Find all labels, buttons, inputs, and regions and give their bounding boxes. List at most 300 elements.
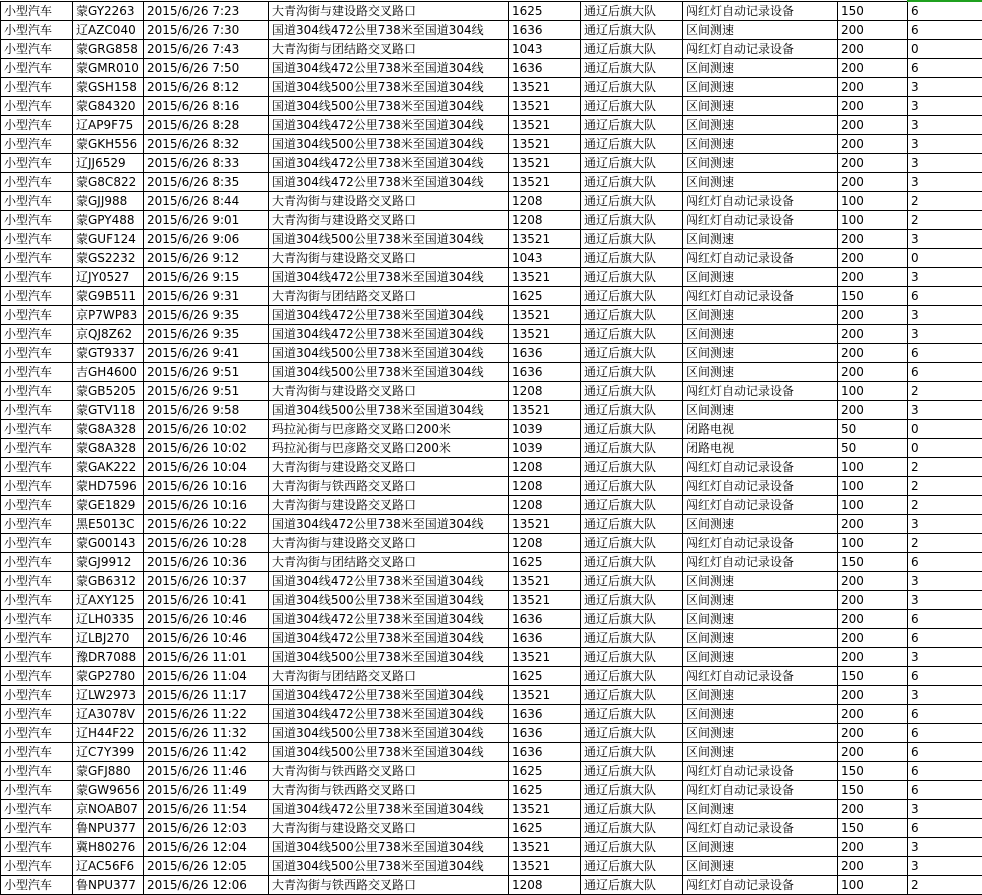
plate-number-cell[interactable]: 蒙GMR010 [73, 59, 144, 78]
plate-number-cell[interactable]: 蒙GB6312 [73, 572, 144, 591]
collecting-unit-cell[interactable]: 通辽后旗大队 [581, 1, 683, 21]
collecting-unit-cell[interactable]: 通辽后旗大队 [581, 325, 683, 344]
vehicle-type-cell[interactable]: 小型汽车 [1, 78, 73, 97]
plate-number-cell[interactable]: 京QJ8Z62 [73, 325, 144, 344]
vehicle-type-cell[interactable]: 小型汽车 [1, 629, 73, 648]
fine-amount-cell[interactable]: 100 [838, 211, 908, 230]
violation-time-cell[interactable]: 2015/6/26 10:46 [144, 629, 269, 648]
collecting-unit-cell[interactable]: 通辽后旗大队 [581, 268, 683, 287]
vehicle-type-cell[interactable]: 小型汽车 [1, 211, 73, 230]
penalty-points-cell[interactable]: 3 [908, 591, 982, 610]
violation-time-cell[interactable]: 2015/6/26 10:28 [144, 534, 269, 553]
device-type-cell[interactable]: 区间测速 [683, 154, 838, 173]
vehicle-type-cell[interactable]: 小型汽车 [1, 59, 73, 78]
penalty-points-cell[interactable]: 3 [908, 135, 982, 154]
plate-number-cell[interactable]: 黑E5013C [73, 515, 144, 534]
violation-time-cell[interactable]: 2015/6/26 9:41 [144, 344, 269, 363]
fine-amount-cell[interactable]: 50 [838, 420, 908, 439]
violation-time-cell[interactable]: 2015/6/26 9:01 [144, 211, 269, 230]
violation-time-cell[interactable]: 2015/6/26 10:16 [144, 477, 269, 496]
collecting-unit-cell[interactable]: 通辽后旗大队 [581, 686, 683, 705]
plate-number-cell[interactable]: 冀H80276 [73, 838, 144, 857]
fine-amount-cell[interactable]: 200 [838, 135, 908, 154]
collecting-unit-cell[interactable]: 通辽后旗大队 [581, 629, 683, 648]
vehicle-type-cell[interactable]: 小型汽车 [1, 21, 73, 40]
device-type-cell[interactable]: 闭路电视 [683, 439, 838, 458]
penalty-points-cell[interactable]: 6 [908, 705, 982, 724]
location-cell[interactable]: 国道304线500公里738米至国道304线 [269, 401, 509, 420]
violation-time-cell[interactable]: 2015/6/26 10:37 [144, 572, 269, 591]
penalty-points-cell[interactable]: 6 [908, 724, 982, 743]
device-type-cell[interactable]: 闯红灯自动记录设备 [683, 211, 838, 230]
plate-number-cell[interactable]: 蒙G8A328 [73, 439, 144, 458]
penalty-points-cell[interactable]: 2 [908, 382, 982, 401]
plate-number-cell[interactable]: 蒙GSH158 [73, 78, 144, 97]
location-cell[interactable]: 国道304线472公里738米至国道304线 [269, 173, 509, 192]
violation-time-cell[interactable]: 2015/6/26 8:28 [144, 116, 269, 135]
device-type-cell[interactable]: 区间测速 [683, 268, 838, 287]
plate-number-cell[interactable]: 豫DR7088 [73, 648, 144, 667]
collecting-unit-cell[interactable]: 通辽后旗大队 [581, 705, 683, 724]
violation-time-cell[interactable]: 2015/6/26 9:31 [144, 287, 269, 306]
violation-time-cell[interactable]: 2015/6/26 9:58 [144, 401, 269, 420]
location-cell[interactable]: 大青沟街与铁西路交叉路口 [269, 477, 509, 496]
vehicle-type-cell[interactable]: 小型汽车 [1, 857, 73, 876]
violation-time-cell[interactable]: 2015/6/26 10:36 [144, 553, 269, 572]
fine-amount-cell[interactable]: 100 [838, 382, 908, 401]
violation-code-cell[interactable]: 1039 [509, 439, 581, 458]
violation-time-cell[interactable]: 2015/6/26 10:02 [144, 420, 269, 439]
vehicle-type-cell[interactable]: 小型汽车 [1, 135, 73, 154]
vehicle-type-cell[interactable]: 小型汽车 [1, 496, 73, 515]
collecting-unit-cell[interactable]: 通辽后旗大队 [581, 534, 683, 553]
location-cell[interactable]: 国道304线500公里738米至国道304线 [269, 743, 509, 762]
plate-number-cell[interactable]: 蒙GRG858 [73, 40, 144, 59]
collecting-unit-cell[interactable]: 通辽后旗大队 [581, 743, 683, 762]
plate-number-cell[interactable]: 辽C7Y399 [73, 743, 144, 762]
collecting-unit-cell[interactable]: 通辽后旗大队 [581, 401, 683, 420]
vehicle-type-cell[interactable]: 小型汽车 [1, 287, 73, 306]
location-cell[interactable]: 国道304线500公里738米至国道304线 [269, 838, 509, 857]
collecting-unit-cell[interactable]: 通辽后旗大队 [581, 135, 683, 154]
location-cell[interactable]: 国道304线472公里738米至国道304线 [269, 268, 509, 287]
device-type-cell[interactable]: 区间测速 [683, 230, 838, 249]
fine-amount-cell[interactable]: 150 [838, 1, 908, 21]
location-cell[interactable]: 大青沟街与建设路交叉路口 [269, 249, 509, 268]
device-type-cell[interactable]: 区间测速 [683, 344, 838, 363]
violation-time-cell[interactable]: 2015/6/26 10:16 [144, 496, 269, 515]
violation-time-cell[interactable]: 2015/6/26 7:50 [144, 59, 269, 78]
violation-code-cell[interactable]: 1636 [509, 610, 581, 629]
plate-number-cell[interactable]: 辽LBJ270 [73, 629, 144, 648]
violation-code-cell[interactable]: 1636 [509, 344, 581, 363]
violation-time-cell[interactable]: 2015/6/26 9:12 [144, 249, 269, 268]
location-cell[interactable]: 大青沟街与建设路交叉路口 [269, 192, 509, 211]
location-cell[interactable]: 国道304线500公里738米至国道304线 [269, 857, 509, 876]
fine-amount-cell[interactable]: 200 [838, 173, 908, 192]
penalty-points-cell[interactable]: 3 [908, 857, 982, 876]
device-type-cell[interactable]: 区间测速 [683, 838, 838, 857]
location-cell[interactable]: 大青沟街与团结路交叉路口 [269, 287, 509, 306]
violation-time-cell[interactable]: 2015/6/26 11:01 [144, 648, 269, 667]
violation-code-cell[interactable]: 1636 [509, 59, 581, 78]
device-type-cell[interactable]: 闯红灯自动记录设备 [683, 876, 838, 895]
device-type-cell[interactable]: 区间测速 [683, 59, 838, 78]
plate-number-cell[interactable]: 蒙GFJ880 [73, 762, 144, 781]
violation-code-cell[interactable]: 1636 [509, 705, 581, 724]
device-type-cell[interactable]: 区间测速 [683, 401, 838, 420]
collecting-unit-cell[interactable]: 通辽后旗大队 [581, 496, 683, 515]
location-cell[interactable]: 大青沟街与建设路交叉路口 [269, 819, 509, 838]
location-cell[interactable]: 国道304线500公里738米至国道304线 [269, 363, 509, 382]
collecting-unit-cell[interactable]: 通辽后旗大队 [581, 610, 683, 629]
collecting-unit-cell[interactable]: 通辽后旗大队 [581, 173, 683, 192]
device-type-cell[interactable]: 闯红灯自动记录设备 [683, 458, 838, 477]
device-type-cell[interactable]: 闯红灯自动记录设备 [683, 192, 838, 211]
device-type-cell[interactable]: 区间测速 [683, 724, 838, 743]
plate-number-cell[interactable]: 辽A3078V [73, 705, 144, 724]
violation-code-cell[interactable]: 1636 [509, 629, 581, 648]
plate-number-cell[interactable]: 蒙HD7596 [73, 477, 144, 496]
violation-time-cell[interactable]: 2015/6/26 9:35 [144, 306, 269, 325]
penalty-points-cell[interactable]: 3 [908, 838, 982, 857]
fine-amount-cell[interactable]: 200 [838, 78, 908, 97]
device-type-cell[interactable]: 区间测速 [683, 572, 838, 591]
fine-amount-cell[interactable]: 100 [838, 458, 908, 477]
violation-time-cell[interactable]: 2015/6/26 11:32 [144, 724, 269, 743]
device-type-cell[interactable]: 闯红灯自动记录设备 [683, 1, 838, 21]
violation-code-cell[interactable]: 13521 [509, 857, 581, 876]
location-cell[interactable]: 国道304线500公里738米至国道304线 [269, 135, 509, 154]
vehicle-type-cell[interactable]: 小型汽车 [1, 534, 73, 553]
device-type-cell[interactable]: 区间测速 [683, 610, 838, 629]
vehicle-type-cell[interactable]: 小型汽车 [1, 268, 73, 287]
collecting-unit-cell[interactable]: 通辽后旗大队 [581, 667, 683, 686]
violation-code-cell[interactable]: 13521 [509, 572, 581, 591]
violation-code-cell[interactable]: 1636 [509, 743, 581, 762]
penalty-points-cell[interactable]: 3 [908, 97, 982, 116]
violation-time-cell[interactable]: 2015/6/26 9:51 [144, 382, 269, 401]
plate-number-cell[interactable]: 辽AP9F75 [73, 116, 144, 135]
vehicle-type-cell[interactable]: 小型汽车 [1, 1, 73, 21]
collecting-unit-cell[interactable]: 通辽后旗大队 [581, 553, 683, 572]
fine-amount-cell[interactable]: 150 [838, 667, 908, 686]
vehicle-type-cell[interactable]: 小型汽车 [1, 401, 73, 420]
vehicle-type-cell[interactable]: 小型汽车 [1, 458, 73, 477]
violation-time-cell[interactable]: 2015/6/26 12:03 [144, 819, 269, 838]
violation-time-cell[interactable]: 2015/6/26 11:42 [144, 743, 269, 762]
penalty-points-cell[interactable]: 2 [908, 458, 982, 477]
vehicle-type-cell[interactable]: 小型汽车 [1, 648, 73, 667]
penalty-points-cell[interactable]: 2 [908, 534, 982, 553]
device-type-cell[interactable]: 闯红灯自动记录设备 [683, 40, 838, 59]
fine-amount-cell[interactable]: 200 [838, 59, 908, 78]
vehicle-type-cell[interactable]: 小型汽车 [1, 800, 73, 819]
fine-amount-cell[interactable]: 200 [838, 629, 908, 648]
vehicle-type-cell[interactable]: 小型汽车 [1, 705, 73, 724]
vehicle-type-cell[interactable]: 小型汽车 [1, 610, 73, 629]
fine-amount-cell[interactable]: 100 [838, 192, 908, 211]
penalty-points-cell[interactable]: 3 [908, 78, 982, 97]
plate-number-cell[interactable]: 蒙GP2780 [73, 667, 144, 686]
location-cell[interactable]: 国道304线500公里738米至国道304线 [269, 648, 509, 667]
vehicle-type-cell[interactable]: 小型汽车 [1, 819, 73, 838]
penalty-points-cell[interactable]: 6 [908, 819, 982, 838]
penalty-points-cell[interactable]: 2 [908, 477, 982, 496]
device-type-cell[interactable]: 区间测速 [683, 515, 838, 534]
device-type-cell[interactable]: 区间测速 [683, 705, 838, 724]
location-cell[interactable]: 国道304线472公里738米至国道304线 [269, 306, 509, 325]
location-cell[interactable]: 大青沟街与建设路交叉路口 [269, 1, 509, 21]
vehicle-type-cell[interactable]: 小型汽车 [1, 439, 73, 458]
fine-amount-cell[interactable]: 200 [838, 857, 908, 876]
location-cell[interactable]: 国道304线472公里738米至国道304线 [269, 686, 509, 705]
device-type-cell[interactable]: 区间测速 [683, 325, 838, 344]
penalty-points-cell[interactable]: 2 [908, 211, 982, 230]
device-type-cell[interactable]: 区间测速 [683, 21, 838, 40]
device-type-cell[interactable]: 区间测速 [683, 306, 838, 325]
plate-number-cell[interactable]: 辽H44F22 [73, 724, 144, 743]
vehicle-type-cell[interactable]: 小型汽车 [1, 420, 73, 439]
location-cell[interactable]: 国道304线472公里738米至国道304线 [269, 610, 509, 629]
location-cell[interactable]: 国道304线500公里738米至国道304线 [269, 591, 509, 610]
violation-code-cell[interactable]: 1208 [509, 211, 581, 230]
collecting-unit-cell[interactable]: 通辽后旗大队 [581, 97, 683, 116]
collecting-unit-cell[interactable]: 通辽后旗大队 [581, 477, 683, 496]
fine-amount-cell[interactable]: 200 [838, 572, 908, 591]
location-cell[interactable]: 大青沟街与团结路交叉路口 [269, 667, 509, 686]
plate-number-cell[interactable]: 辽AXY125 [73, 591, 144, 610]
vehicle-type-cell[interactable]: 小型汽车 [1, 97, 73, 116]
violation-code-cell[interactable]: 13521 [509, 306, 581, 325]
violation-time-cell[interactable]: 2015/6/26 12:06 [144, 876, 269, 895]
location-cell[interactable]: 大青沟街与铁西路交叉路口 [269, 876, 509, 895]
violation-code-cell[interactable]: 1043 [509, 249, 581, 268]
violation-time-cell[interactable]: 2015/6/26 10:04 [144, 458, 269, 477]
violation-code-cell[interactable]: 1208 [509, 192, 581, 211]
location-cell[interactable]: 国道304线472公里738米至国道304线 [269, 515, 509, 534]
fine-amount-cell[interactable]: 200 [838, 344, 908, 363]
location-cell[interactable]: 国道304线472公里738米至国道304线 [269, 705, 509, 724]
location-cell[interactable]: 大青沟街与团结路交叉路口 [269, 553, 509, 572]
violation-code-cell[interactable]: 1208 [509, 458, 581, 477]
device-type-cell[interactable]: 闯红灯自动记录设备 [683, 781, 838, 800]
location-cell[interactable]: 国道304线472公里738米至国道304线 [269, 629, 509, 648]
fine-amount-cell[interactable]: 200 [838, 97, 908, 116]
plate-number-cell[interactable]: 蒙GKH556 [73, 135, 144, 154]
penalty-points-cell[interactable]: 6 [908, 21, 982, 40]
violation-code-cell[interactable]: 13521 [509, 135, 581, 154]
location-cell[interactable]: 大青沟街与建设路交叉路口 [269, 458, 509, 477]
fine-amount-cell[interactable]: 200 [838, 230, 908, 249]
location-cell[interactable]: 国道304线500公里738米至国道304线 [269, 230, 509, 249]
vehicle-type-cell[interactable]: 小型汽车 [1, 781, 73, 800]
vehicle-type-cell[interactable]: 小型汽车 [1, 344, 73, 363]
fine-amount-cell[interactable]: 200 [838, 743, 908, 762]
violation-code-cell[interactable]: 13521 [509, 325, 581, 344]
violation-code-cell[interactable]: 1636 [509, 724, 581, 743]
collecting-unit-cell[interactable]: 通辽后旗大队 [581, 344, 683, 363]
violation-time-cell[interactable]: 2015/6/26 8:32 [144, 135, 269, 154]
device-type-cell[interactable]: 区间测速 [683, 173, 838, 192]
device-type-cell[interactable]: 闯红灯自动记录设备 [683, 287, 838, 306]
violation-code-cell[interactable]: 1208 [509, 477, 581, 496]
vehicle-type-cell[interactable]: 小型汽车 [1, 154, 73, 173]
violation-code-cell[interactable]: 1043 [509, 40, 581, 59]
vehicle-type-cell[interactable]: 小型汽车 [1, 667, 73, 686]
violation-time-cell[interactable]: 2015/6/26 10:02 [144, 439, 269, 458]
plate-number-cell[interactable]: 辽AC56F6 [73, 857, 144, 876]
collecting-unit-cell[interactable]: 通辽后旗大队 [581, 439, 683, 458]
fine-amount-cell[interactable]: 150 [838, 781, 908, 800]
collecting-unit-cell[interactable]: 通辽后旗大队 [581, 857, 683, 876]
plate-number-cell[interactable]: 蒙GAK222 [73, 458, 144, 477]
penalty-points-cell[interactable]: 3 [908, 230, 982, 249]
fine-amount-cell[interactable]: 200 [838, 249, 908, 268]
violation-code-cell[interactable]: 13521 [509, 230, 581, 249]
collecting-unit-cell[interactable]: 通辽后旗大队 [581, 59, 683, 78]
fine-amount-cell[interactable]: 200 [838, 40, 908, 59]
location-cell[interactable]: 国道304线472公里738米至国道304线 [269, 325, 509, 344]
location-cell[interactable]: 国道304线500公里738米至国道304线 [269, 97, 509, 116]
violation-time-cell[interactable]: 2015/6/26 11:22 [144, 705, 269, 724]
plate-number-cell[interactable]: 辽JJ6529 [73, 154, 144, 173]
collecting-unit-cell[interactable]: 通辽后旗大队 [581, 116, 683, 135]
fine-amount-cell[interactable]: 200 [838, 325, 908, 344]
violation-code-cell[interactable]: 13521 [509, 401, 581, 420]
fine-amount-cell[interactable]: 200 [838, 268, 908, 287]
penalty-points-cell[interactable]: 0 [908, 40, 982, 59]
violation-code-cell[interactable]: 13521 [509, 515, 581, 534]
violation-time-cell[interactable]: 2015/6/26 7:30 [144, 21, 269, 40]
location-cell[interactable]: 国道304线472公里738米至国道304线 [269, 572, 509, 591]
penalty-points-cell[interactable]: 6 [908, 1, 982, 21]
violation-code-cell[interactable]: 1625 [509, 553, 581, 572]
location-cell[interactable]: 国道304线500公里738米至国道304线 [269, 724, 509, 743]
location-cell[interactable]: 大青沟街与建设路交叉路口 [269, 382, 509, 401]
penalty-points-cell[interactable]: 3 [908, 173, 982, 192]
vehicle-type-cell[interactable]: 小型汽车 [1, 686, 73, 705]
plate-number-cell[interactable]: 蒙GJ9912 [73, 553, 144, 572]
violation-code-cell[interactable]: 13521 [509, 591, 581, 610]
penalty-points-cell[interactable]: 3 [908, 154, 982, 173]
collecting-unit-cell[interactable]: 通辽后旗大队 [581, 515, 683, 534]
collecting-unit-cell[interactable]: 通辽后旗大队 [581, 40, 683, 59]
penalty-points-cell[interactable]: 6 [908, 629, 982, 648]
fine-amount-cell[interactable]: 100 [838, 477, 908, 496]
violation-code-cell[interactable]: 13521 [509, 97, 581, 116]
location-cell[interactable]: 国道304线472公里738米至国道304线 [269, 116, 509, 135]
penalty-points-cell[interactable]: 6 [908, 553, 982, 572]
plate-number-cell[interactable]: 辽LH0335 [73, 610, 144, 629]
penalty-points-cell[interactable]: 2 [908, 192, 982, 211]
collecting-unit-cell[interactable]: 通辽后旗大队 [581, 724, 683, 743]
violation-time-cell[interactable]: 2015/6/26 9:35 [144, 325, 269, 344]
violation-code-cell[interactable]: 1636 [509, 21, 581, 40]
violation-code-cell[interactable]: 13521 [509, 686, 581, 705]
location-cell[interactable]: 玛拉沁街与巴彦路交叉路口200米 [269, 420, 509, 439]
device-type-cell[interactable]: 区间测速 [683, 743, 838, 762]
violation-time-cell[interactable]: 2015/6/26 12:04 [144, 838, 269, 857]
fine-amount-cell[interactable]: 200 [838, 838, 908, 857]
fine-amount-cell[interactable]: 100 [838, 534, 908, 553]
collecting-unit-cell[interactable]: 通辽后旗大队 [581, 819, 683, 838]
plate-number-cell[interactable]: 蒙GB5205 [73, 382, 144, 401]
vehicle-type-cell[interactable]: 小型汽车 [1, 553, 73, 572]
fine-amount-cell[interactable]: 200 [838, 363, 908, 382]
penalty-points-cell[interactable]: 2 [908, 496, 982, 515]
vehicle-type-cell[interactable]: 小型汽车 [1, 192, 73, 211]
location-cell[interactable]: 国道304线472公里738米至国道304线 [269, 800, 509, 819]
violation-code-cell[interactable]: 1625 [509, 781, 581, 800]
penalty-points-cell[interactable]: 3 [908, 401, 982, 420]
fine-amount-cell[interactable]: 200 [838, 686, 908, 705]
device-type-cell[interactable]: 区间测速 [683, 363, 838, 382]
plate-number-cell[interactable]: 蒙GTV118 [73, 401, 144, 420]
fine-amount-cell[interactable]: 200 [838, 401, 908, 420]
violation-code-cell[interactable]: 13521 [509, 154, 581, 173]
vehicle-type-cell[interactable]: 小型汽车 [1, 515, 73, 534]
penalty-points-cell[interactable]: 0 [908, 420, 982, 439]
plate-number-cell[interactable]: 蒙GPY488 [73, 211, 144, 230]
vehicle-type-cell[interactable]: 小型汽车 [1, 572, 73, 591]
penalty-points-cell[interactable]: 3 [908, 686, 982, 705]
violation-time-cell[interactable]: 2015/6/26 11:54 [144, 800, 269, 819]
plate-number-cell[interactable]: 蒙G00143 [73, 534, 144, 553]
fine-amount-cell[interactable]: 50 [838, 439, 908, 458]
collecting-unit-cell[interactable]: 通辽后旗大队 [581, 382, 683, 401]
collecting-unit-cell[interactable]: 通辽后旗大队 [581, 800, 683, 819]
violation-time-cell[interactable]: 2015/6/26 8:44 [144, 192, 269, 211]
vehicle-type-cell[interactable]: 小型汽车 [1, 116, 73, 135]
device-type-cell[interactable]: 闯红灯自动记录设备 [683, 477, 838, 496]
violation-code-cell[interactable]: 13521 [509, 800, 581, 819]
penalty-points-cell[interactable]: 3 [908, 268, 982, 287]
violation-code-cell[interactable]: 13521 [509, 78, 581, 97]
violation-time-cell[interactable]: 2015/6/26 8:16 [144, 97, 269, 116]
fine-amount-cell[interactable]: 200 [838, 21, 908, 40]
collecting-unit-cell[interactable]: 通辽后旗大队 [581, 838, 683, 857]
location-cell[interactable]: 大青沟街与铁西路交叉路口 [269, 762, 509, 781]
penalty-points-cell[interactable]: 3 [908, 116, 982, 135]
violation-code-cell[interactable]: 1208 [509, 382, 581, 401]
collecting-unit-cell[interactable]: 通辽后旗大队 [581, 781, 683, 800]
plate-number-cell[interactable]: 京P7WP83 [73, 306, 144, 325]
vehicle-type-cell[interactable]: 小型汽车 [1, 325, 73, 344]
location-cell[interactable]: 玛拉沁街与巴彦路交叉路口200米 [269, 439, 509, 458]
fine-amount-cell[interactable]: 200 [838, 724, 908, 743]
vehicle-type-cell[interactable]: 小型汽车 [1, 249, 73, 268]
penalty-points-cell[interactable]: 6 [908, 667, 982, 686]
vehicle-type-cell[interactable]: 小型汽车 [1, 591, 73, 610]
violation-code-cell[interactable]: 1636 [509, 363, 581, 382]
fine-amount-cell[interactable]: 200 [838, 610, 908, 629]
penalty-points-cell[interactable]: 6 [908, 363, 982, 382]
plate-number-cell[interactable]: 鲁NPU377 [73, 819, 144, 838]
location-cell[interactable]: 国道304线472公里738米至国道304线 [269, 59, 509, 78]
vehicle-type-cell[interactable]: 小型汽车 [1, 306, 73, 325]
collecting-unit-cell[interactable]: 通辽后旗大队 [581, 458, 683, 477]
plate-number-cell[interactable]: 辽LW2973 [73, 686, 144, 705]
penalty-points-cell[interactable]: 3 [908, 325, 982, 344]
location-cell[interactable]: 大青沟街与建设路交叉路口 [269, 211, 509, 230]
penalty-points-cell[interactable]: 6 [908, 59, 982, 78]
collecting-unit-cell[interactable]: 通辽后旗大队 [581, 762, 683, 781]
vehicle-type-cell[interactable]: 小型汽车 [1, 743, 73, 762]
violation-time-cell[interactable]: 2015/6/26 7:23 [144, 1, 269, 21]
violation-code-cell[interactable]: 1625 [509, 667, 581, 686]
vehicle-type-cell[interactable]: 小型汽车 [1, 762, 73, 781]
